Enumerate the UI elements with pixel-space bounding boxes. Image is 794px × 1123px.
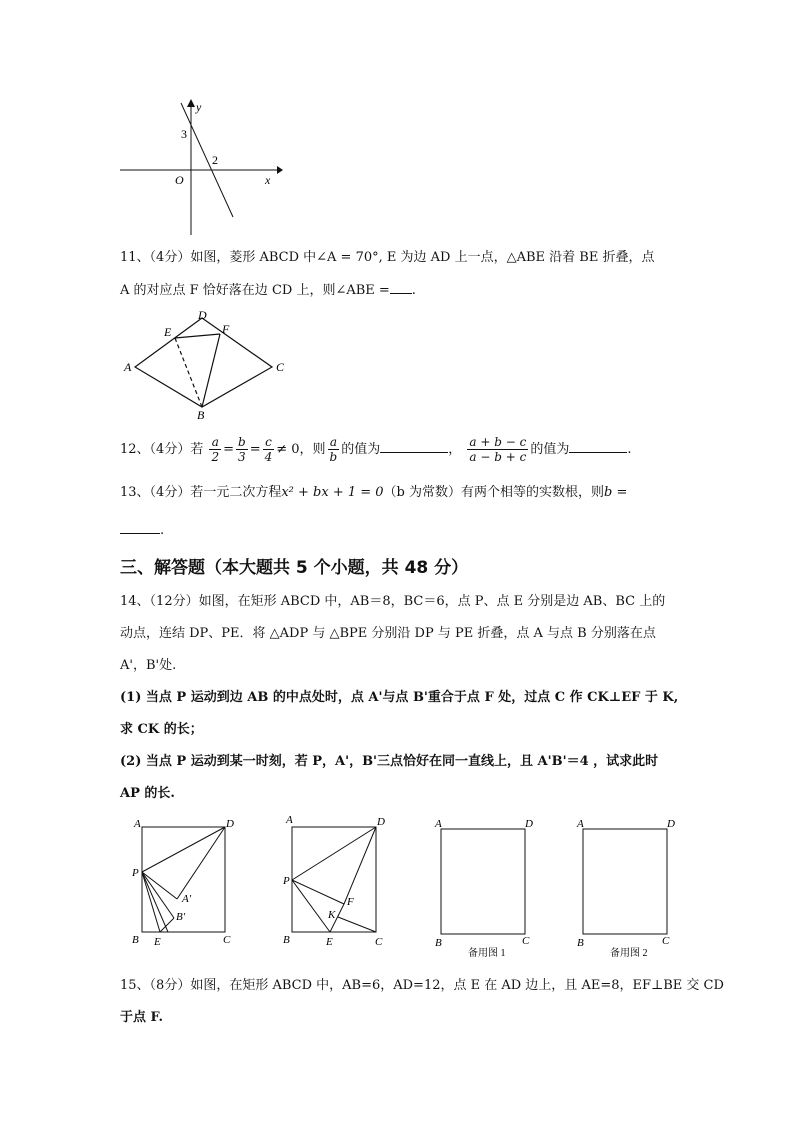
label-a: A xyxy=(124,360,132,374)
fig1-label-d: D xyxy=(226,818,234,830)
line-graph-figure xyxy=(115,95,285,240)
q11-line2 xyxy=(120,280,416,301)
q15-line1: 15、（8分）如图，在矩形 ABCD 中，AB=6，AD=12，点 E 在 AD 边上，且 AE=8，EF⊥BE 交 CD xyxy=(120,978,724,993)
fig2-label-e: E xyxy=(326,936,333,948)
q14-part2-line2: AP 的长. xyxy=(120,786,175,801)
x-axis-arrow-icon xyxy=(277,166,283,174)
fig3-label-b: B xyxy=(435,937,442,949)
fig3-caption: 备用图 1 xyxy=(468,948,506,959)
fig3-label-d: D xyxy=(525,818,533,830)
label-d: D xyxy=(198,308,207,322)
y-axis-arrow-icon xyxy=(187,99,195,107)
q12-fraction-b3: $\frac{b}{3}$ xyxy=(238,435,246,464)
q11-line2-text: A 的对应点 F 恰好落在边 CD 上，则∠ABE = xyxy=(120,283,390,298)
fig1-label-b: B xyxy=(132,934,139,946)
label-e: E xyxy=(164,325,172,339)
q12-answer-blank-1 xyxy=(380,439,448,453)
label-f: F xyxy=(222,322,230,336)
fig2-label-b: B xyxy=(283,934,290,946)
fig2-label-d: D xyxy=(377,816,385,828)
fig1-label-b-prime: B' xyxy=(176,911,186,923)
origin-label: O xyxy=(175,173,184,187)
q11-line2-end: . xyxy=(411,283,416,298)
fig4-label-a: A xyxy=(577,818,584,830)
q13-answer-blank xyxy=(120,520,160,534)
segment-bf xyxy=(202,334,220,407)
q14-figure-2 xyxy=(278,810,393,950)
q11-answer-blank xyxy=(390,280,412,294)
q12-neq: ≠ 0，则 xyxy=(276,442,326,457)
q14-part2-line1: (2) 当点 P 运动到某一时刻，若 P，A'，B'三点恰好在同一直线上，且 A'B'＝4 ，试求此时 xyxy=(120,754,659,769)
q12-fraction-complex: $\frac{a + b - c}{a - b + c}$ xyxy=(469,435,527,464)
fig4-label-b: B xyxy=(577,937,584,949)
q11-line1: 11、（4分）如图，菱形 ABCD 中∠A = 70°, E 为边 AD 上一点，△ABE 沿着 BE 折叠，点 xyxy=(120,250,655,265)
fig3-label-c: C xyxy=(522,935,530,947)
x-intercept-label: 2 xyxy=(212,153,218,167)
q13-equation: x² + bx + 1 = 0 xyxy=(281,485,384,500)
spare-rectangle-1 xyxy=(441,829,525,934)
rhombus-abcd xyxy=(135,318,272,407)
section-3-heading: 三、解答题（本大题共 5 个小题，共 48 分） xyxy=(120,558,469,578)
q12-answer-blank-2 xyxy=(569,439,627,453)
fig2-label-c: C xyxy=(375,936,383,948)
q12-fraction-ab: $\frac{a}{b}$ xyxy=(329,435,338,464)
q12-prefix: 12、（4分）若 xyxy=(120,442,204,457)
q12-mid: 的值为 xyxy=(341,442,381,457)
y-axis-label: y xyxy=(196,100,202,114)
y-intercept-label: 3 xyxy=(181,127,187,141)
q14-spare-figure-2 xyxy=(572,812,682,962)
segment-ef xyxy=(175,334,220,338)
q12-line: 12、（4分）若 $\frac{a}{2}$ = $\frac{b}{3}$ = $\frac{c}{4}$ ≠ 0，则 $\frac{a}{b}$ 的值为 ， $\frac{a + b - c}{a - b + c}$ 的值为 . xyxy=(120,435,632,464)
spare-rectangle-2 xyxy=(583,829,667,934)
fig2-label-k: K xyxy=(328,909,336,921)
fig1-label-p: P xyxy=(132,867,139,879)
q13-note: （b 为常数）有两个相等的实数根，则 xyxy=(383,485,605,500)
q14-figure-1 xyxy=(125,815,255,950)
q12-end: 的值为 xyxy=(530,442,570,457)
q14-spare-figure-1 xyxy=(430,812,540,962)
q13-var: b = xyxy=(604,485,628,500)
fig2-label-f: F xyxy=(347,896,354,908)
label-b: B xyxy=(197,408,205,422)
q13-prefix: 13、（4分）若一元二次方程 xyxy=(120,485,282,500)
segment-be-dashed xyxy=(175,338,202,407)
q15-line2: 于点 F. xyxy=(120,1010,163,1025)
fig4-label-d: D xyxy=(667,818,675,830)
function-line xyxy=(181,103,233,217)
q14-line1: 14、（12分）如图，在矩形 ABCD 中，AB＝8，BC＝6，点 P、点 E 分别是边 AB、BC 上的 xyxy=(120,594,666,609)
fig4-label-c: C xyxy=(662,935,670,947)
q13-line2: . xyxy=(120,520,164,541)
fig2-label-p: P xyxy=(283,875,290,887)
q12-fraction-c4: $\frac{c}{4}$ xyxy=(264,435,273,464)
q14-part1-line1: (1) 当点 P 运动到边 AB 的中点处时，点 A'与点 B'重合于点 F 处，过点 C 作 CK⊥EF 于 K, xyxy=(120,690,679,705)
q12-fraction-a2: $\frac{a}{2}$ xyxy=(211,435,220,464)
fig1-label-c: C xyxy=(223,934,231,946)
rhombus-figure xyxy=(120,305,290,425)
fig4-caption: 备用图 2 xyxy=(610,948,648,959)
fig1-label-e: E xyxy=(154,936,161,948)
fig2-label-a: A xyxy=(286,814,293,826)
q13-line1 xyxy=(120,483,627,503)
fig1-label-a: A xyxy=(134,818,141,830)
x-axis-label: x xyxy=(265,173,271,187)
q14-part1-line2: 求 CK 的长； xyxy=(120,722,203,737)
q14-line2: 动点，连结 DP、PE．将 △ADP 与 △BPE 分别沿 DP 与 PE 折叠，点 A 与点 B 分别落在点 xyxy=(120,626,656,641)
label-c: C xyxy=(276,360,285,374)
q14-line3: A'，B'处. xyxy=(120,658,177,673)
fig1-label-a-prime: A' xyxy=(182,893,192,905)
fig3-label-a: A xyxy=(435,818,442,830)
